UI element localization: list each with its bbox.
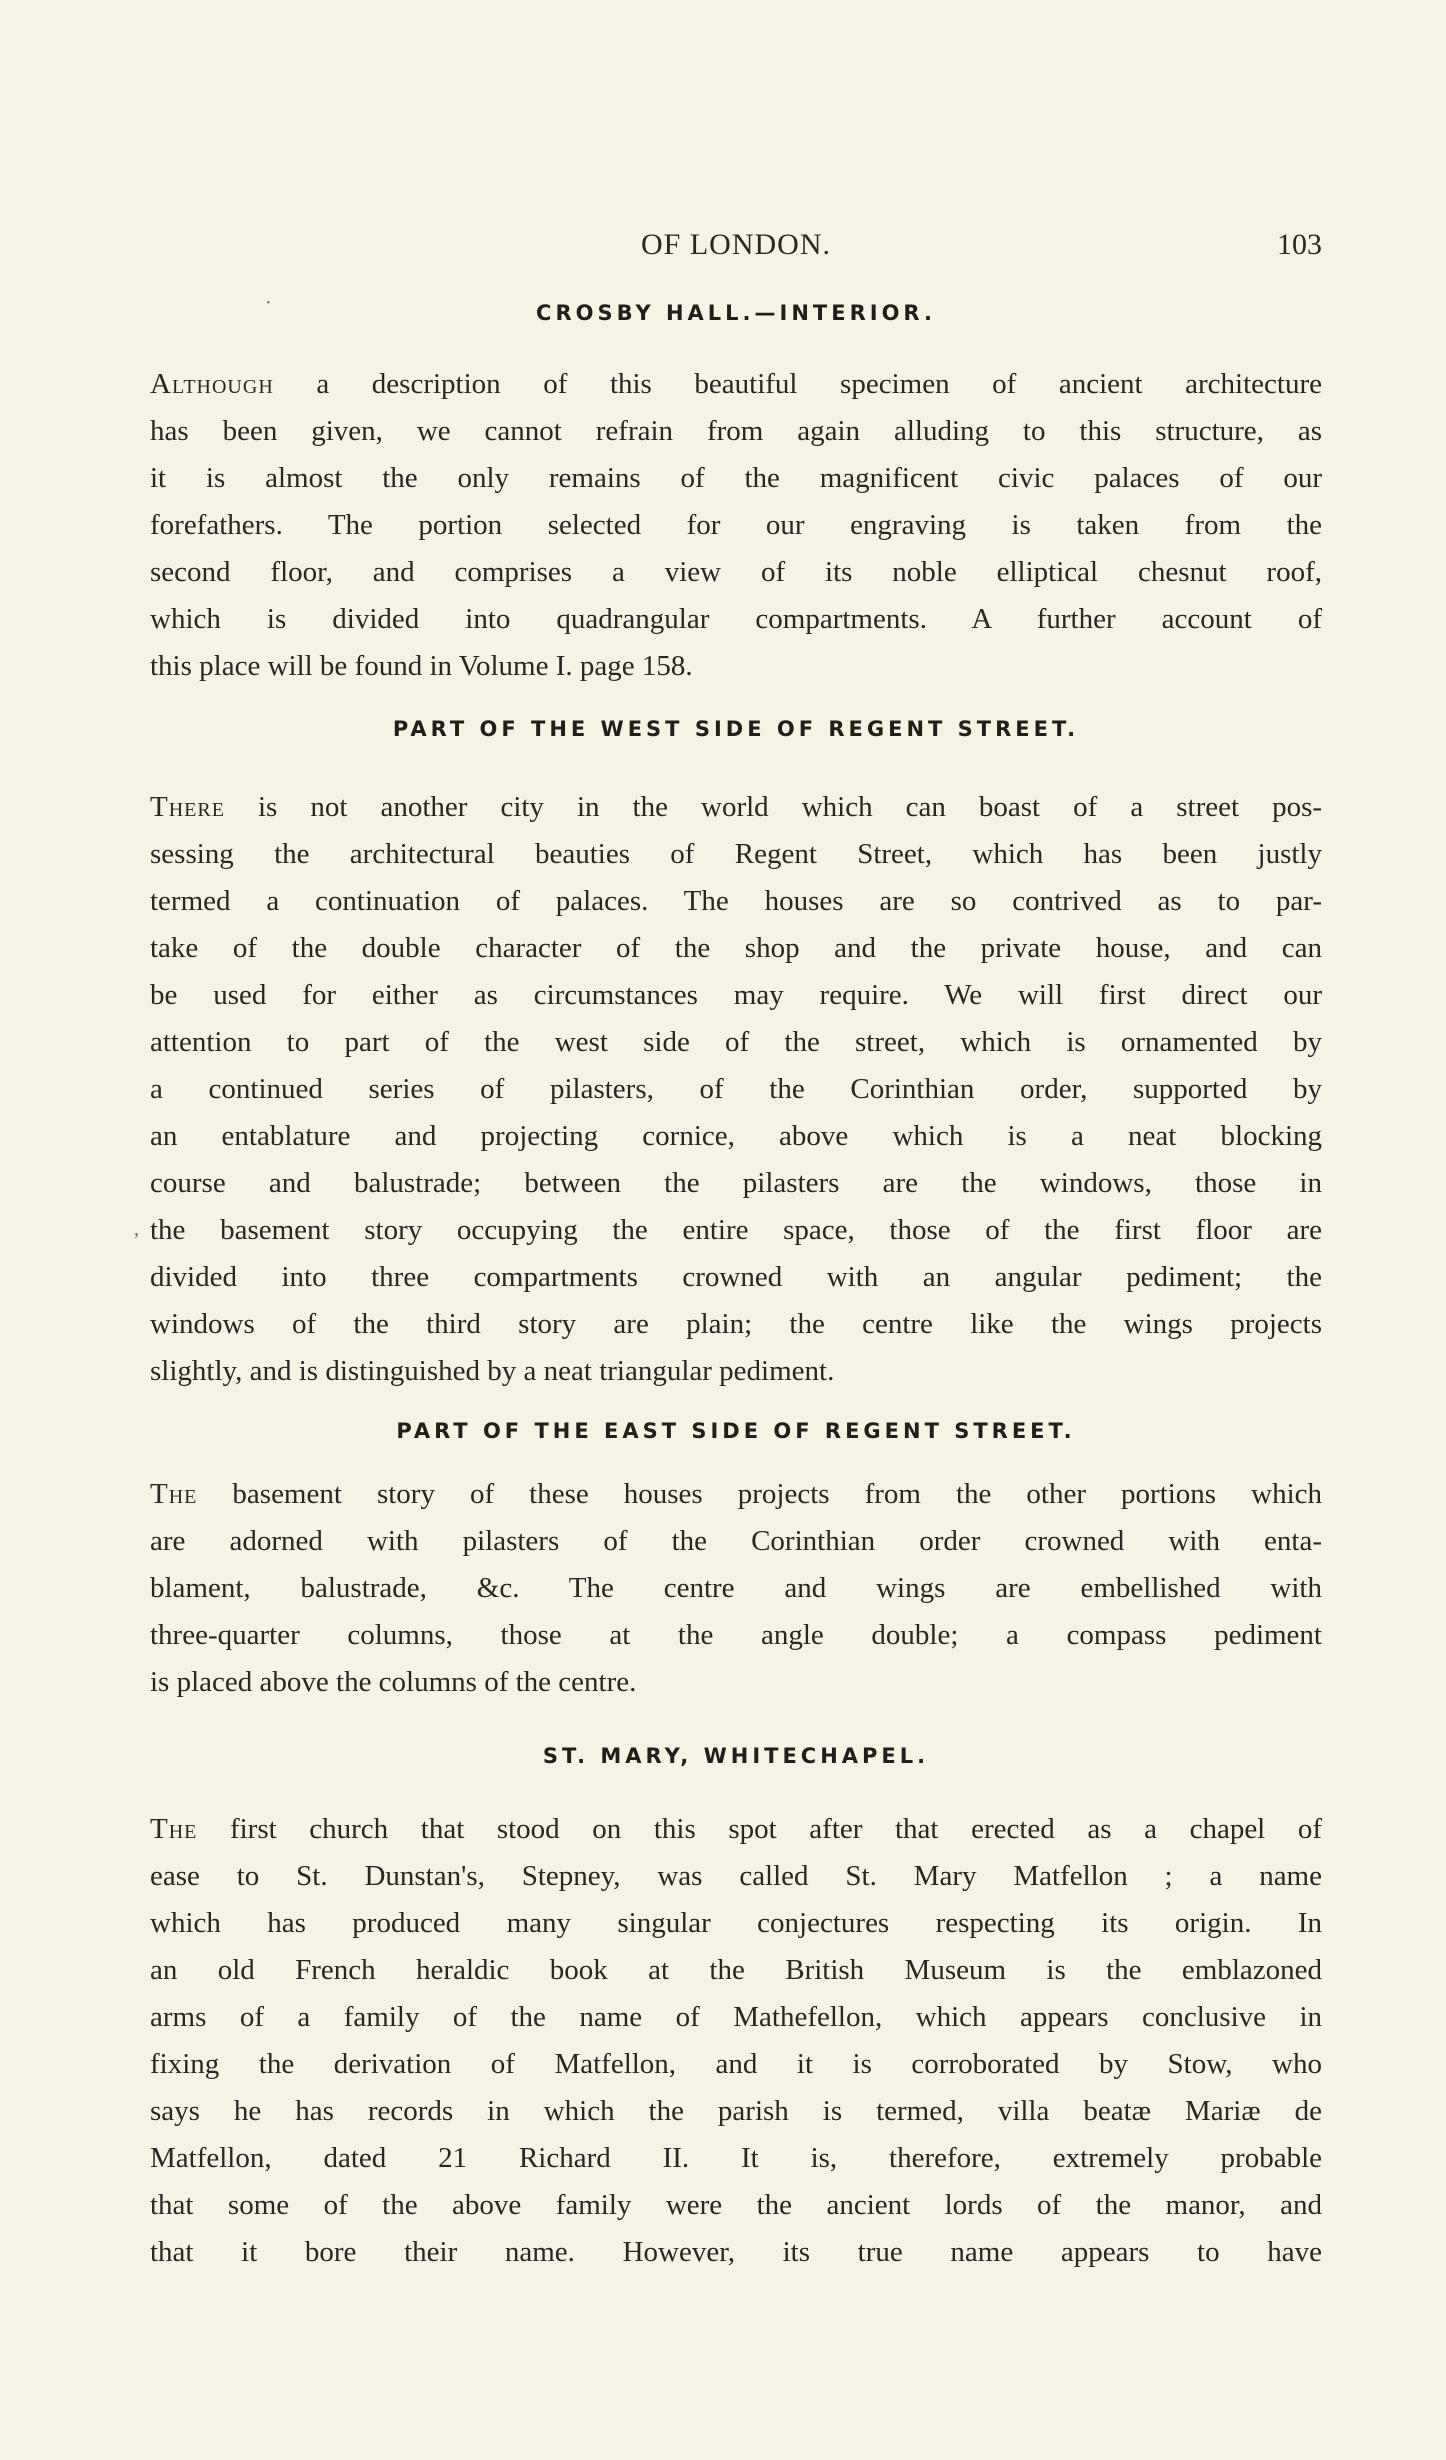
text-line: forefathers. The portion selected for our engraving is taken from the bbox=[150, 509, 1322, 541]
text-line: blament, balustrade, &c. The centre and wings are embellished with bbox=[150, 1572, 1322, 1604]
text-line: says he has records in which the parish is termed, villa beatæ Mariæ de bbox=[150, 2095, 1322, 2127]
section-heading-regent-street-west: PART OF THE WEST SIDE OF REGENT STREET. bbox=[392, 717, 1080, 741]
initial-word: The bbox=[150, 1813, 198, 1845]
text-line: a continued series of pilasters, of the Corinthian order, supported by bbox=[150, 1073, 1322, 1105]
text-line: which has produced many singular conjectures respecting its origin. In bbox=[150, 1907, 1322, 1939]
text-line: termed a continuation of palaces. The houses are so contrived as to par- bbox=[150, 885, 1322, 917]
text-line: The basement story of these houses projects from the other portions which bbox=[150, 1478, 1322, 1510]
section-heading-st-mary-whitechapel: ST. MARY, WHITECHAPEL. bbox=[542, 1744, 930, 1768]
section-heading-crosby-hall: CROSBY HALL.—INTERIOR. bbox=[536, 301, 936, 325]
text-line: that some of the above family were the ancient lords of the manor, and bbox=[150, 2189, 1322, 2221]
text-line: three-quarter columns, those at the angle double; a compass pediment bbox=[150, 1619, 1322, 1651]
text-line: an old French heraldic book at the British Museum is the emblazoned bbox=[150, 1954, 1322, 1986]
text-line: is placed above the columns of the centre. bbox=[150, 1666, 637, 1698]
text-line: arms of a family of the name of Mathefellon, which appears conclusive in bbox=[150, 2001, 1322, 2033]
text-line: Matfellon, dated 21 Richard II. It is, therefore, extremely probable bbox=[150, 2142, 1322, 2174]
text-line: attention to part of the west side of the street, which is ornamented by bbox=[150, 1026, 1322, 1058]
paragraph-regent-street-west bbox=[150, 784, 1322, 1395]
section-heading-regent-street-east: PART OF THE EAST SIDE OF REGENT STREET. bbox=[396, 1419, 1076, 1443]
text-line: sessing the architectural beauties of Regent Street, which has been justly bbox=[150, 838, 1322, 870]
ink-speck: · bbox=[265, 292, 272, 314]
text-line: this place will be found in Volume I. page 158. bbox=[150, 650, 693, 682]
text-line: take of the double character of the shop and the private house, and can bbox=[150, 932, 1322, 964]
text-line: There is not another city in the world which can boast of a street pos- bbox=[150, 791, 1323, 823]
text-line: windows of the third story are plain; the centre like the wings projects bbox=[150, 1308, 1322, 1340]
text-line: The first church that stood on this spot after that erected as a chapel of bbox=[150, 1813, 1322, 1845]
initial-word: There bbox=[150, 791, 225, 823]
text-line: that it bore their name. However, its true name appears to have bbox=[150, 2236, 1322, 2268]
text-line: has been given, we cannot refrain from again alluding to this structure, as bbox=[150, 415, 1322, 447]
text-line: the basement story occupying the entire space, those of the first floor are bbox=[150, 1214, 1322, 1246]
paragraph-regent-street-east bbox=[150, 1471, 1322, 1706]
ink-speck: , bbox=[134, 1218, 139, 1240]
text-line: which is divided into quadrangular compartments. A further account of bbox=[150, 603, 1322, 635]
page-number: 103 bbox=[1277, 228, 1322, 261]
text-line: second floor, and comprises a view of its noble elliptical chesnut roof, bbox=[150, 556, 1322, 588]
paragraph-st-mary-whitechapel bbox=[150, 1806, 1322, 2276]
initial-word: The bbox=[150, 1478, 198, 1510]
text-line: be used for either as circumstances may require. We will first direct our bbox=[150, 979, 1322, 1011]
text-line: it is almost the only remains of the magnificent civic palaces of our bbox=[150, 462, 1322, 494]
text-line: fixing the derivation of Matfellon, and it is corroborated by Stow, who bbox=[150, 2048, 1322, 2080]
text-line: Although a description of this beautiful specimen of ancient architecture bbox=[150, 368, 1323, 400]
initial-word: Although bbox=[150, 368, 274, 400]
text-line: are adorned with pilasters of the Corinthian order crowned with enta- bbox=[150, 1525, 1322, 1557]
text-line: course and balustrade; between the pilasters are the windows, those in bbox=[150, 1167, 1322, 1199]
paragraph-crosby-hall bbox=[150, 361, 1322, 690]
running-head bbox=[150, 228, 1322, 272]
text-line: slightly, and is distinguished by a neat triangular pediment. bbox=[150, 1355, 835, 1387]
running-title: OF LONDON. bbox=[641, 228, 831, 261]
text-line: an entablature and projecting cornice, above which is a neat blocking bbox=[150, 1120, 1322, 1152]
text-line: ease to St. Dunstan's, Stepney, was called St. Mary Matfellon ; a name bbox=[150, 1860, 1322, 1892]
text-line: divided into three compartments crowned with an angular pediment; the bbox=[150, 1261, 1322, 1293]
